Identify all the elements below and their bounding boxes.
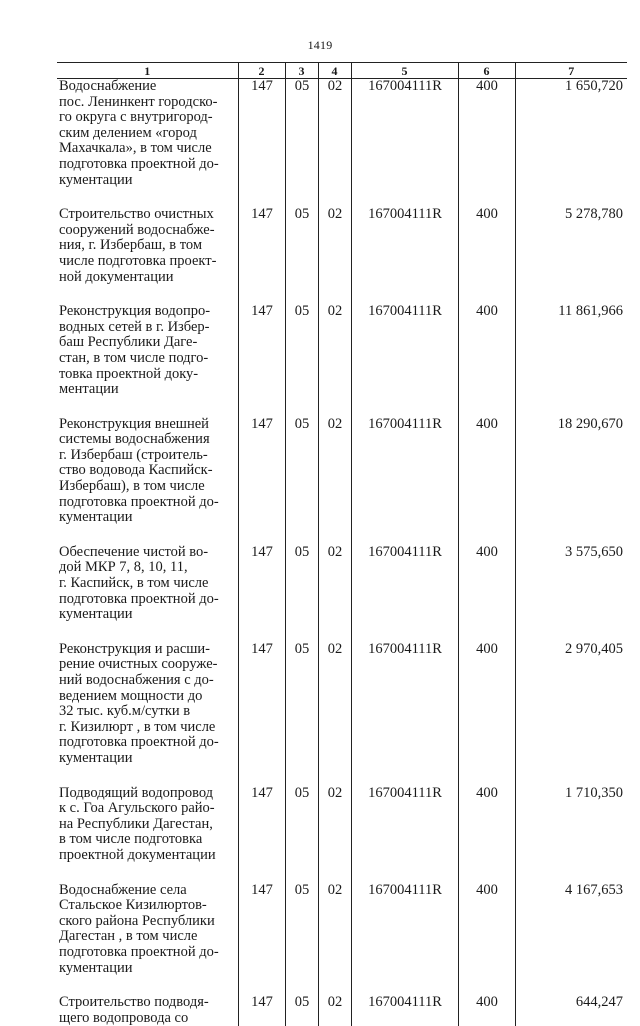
code-section: 05 (285, 883, 318, 996)
item-name-line: г. Избербаш (строитель- (59, 448, 236, 464)
item-name-line: Строительство подводя- (59, 995, 236, 1011)
column-header: 7 (515, 63, 627, 79)
item-name-line: ментации (59, 382, 236, 398)
code-subsection: 02 (318, 207, 351, 304)
item-name-line: кументации (59, 751, 236, 767)
item-name-line: в том числе подготовка (59, 832, 236, 848)
item-name-line: кументации (59, 173, 236, 189)
code-target-article: 167004111R (351, 995, 458, 1026)
code-expense-type: 400 (458, 883, 515, 996)
table-body (57, 79, 627, 1026)
code-subsection: 02 (318, 786, 351, 883)
item-name (57, 417, 238, 545)
item-name-line: на Республики Дагестан, (59, 817, 236, 833)
item-name-line: системы водоснабжения (59, 432, 236, 448)
item-name (57, 207, 238, 304)
item-name-line: подготовка проектной до- (59, 495, 236, 511)
code-section: 05 (285, 417, 318, 545)
code-section: 05 (285, 304, 318, 417)
code-target-article: 167004111R (351, 883, 458, 996)
item-name-line: подготовка проектной до- (59, 945, 236, 961)
code-subsection: 02 (318, 642, 351, 786)
column-header: 4 (318, 63, 351, 79)
code-ministry: 147 (238, 642, 285, 786)
table-row (57, 304, 627, 417)
item-name-line: дой МКР 7, 8, 10, 11, (59, 560, 236, 576)
item-name-line: Строительство очистных (59, 207, 236, 223)
code-target-article: 167004111R (351, 79, 458, 208)
item-name-line: Реконструкция и расши- (59, 642, 236, 658)
table-row (57, 786, 627, 883)
code-target-article: 167004111R (351, 304, 458, 417)
code-section: 05 (285, 545, 318, 642)
table-row (57, 545, 627, 642)
item-name-line: г. Каспийск, в том числе (59, 576, 236, 592)
code-expense-type: 400 (458, 79, 515, 208)
item-name-line: числе подготовка проект- (59, 254, 236, 270)
item-name-line: Реконструкция водопро- (59, 304, 236, 320)
item-name-line: Водоснабжение (59, 79, 236, 95)
item-name (57, 545, 238, 642)
code-expense-type: 400 (458, 207, 515, 304)
code-expense-type: 400 (458, 417, 515, 545)
item-name (57, 995, 238, 1026)
item-name-line: го округа с внутригород- (59, 110, 236, 126)
column-header: 3 (285, 63, 318, 79)
table-row (57, 883, 627, 996)
code-ministry: 147 (238, 786, 285, 883)
item-name-line: ведением мощности до (59, 689, 236, 705)
code-target-article: 167004111R (351, 417, 458, 545)
code-ministry: 147 (238, 883, 285, 996)
item-name-line: ний водоснабжения с до- (59, 673, 236, 689)
amount: 4 167,653 (515, 883, 627, 996)
code-ministry: 147 (238, 207, 285, 304)
item-name-line: 32 тыс. куб.м/сутки в (59, 704, 236, 720)
amount: 644,247 (515, 995, 627, 1026)
item-name-line: баш Республики Даге- (59, 335, 236, 351)
column-header: 6 (458, 63, 515, 79)
code-ministry: 147 (238, 545, 285, 642)
table-row (57, 207, 627, 304)
amount: 5 278,780 (515, 207, 627, 304)
code-ministry: 147 (238, 417, 285, 545)
code-section: 05 (285, 642, 318, 786)
item-name-line: Махачкала», в том числе (59, 141, 236, 157)
code-expense-type: 400 (458, 786, 515, 883)
budget-table (57, 62, 627, 1026)
item-name-line: водных сетей в г. Избер- (59, 320, 236, 336)
item-name-line: подготовка проектной до- (59, 592, 236, 608)
item-name-line: Подводящий водопровод (59, 786, 236, 802)
amount: 3 575,650 (515, 545, 627, 642)
code-expense-type: 400 (458, 545, 515, 642)
item-name-line: кументации (59, 961, 236, 977)
item-name-line: ния, г. Избербаш, в том (59, 238, 236, 254)
item-name-line: рение очистных сооруже- (59, 657, 236, 673)
code-subsection: 02 (318, 545, 351, 642)
amount: 1 650,720 (515, 79, 627, 208)
item-name-line: Стальское Кизилюртов- (59, 898, 236, 914)
amount: 18 290,670 (515, 417, 627, 545)
item-name-line: стан, в том числе подго- (59, 351, 236, 367)
table-row (57, 995, 627, 1026)
code-section: 05 (285, 79, 318, 208)
item-name-line: ского района Республики (59, 914, 236, 930)
item-name-line: Водоснабжение села (59, 883, 236, 899)
item-name (57, 304, 238, 417)
item-name-line: щего водопровода со (59, 1011, 236, 1026)
amount: 2 970,405 (515, 642, 627, 786)
code-target-article: 167004111R (351, 786, 458, 883)
table-row (57, 79, 627, 208)
table-row (57, 417, 627, 545)
code-target-article: 167004111R (351, 207, 458, 304)
table-header-row (57, 63, 627, 79)
item-name-line: ство водовода Каспийск- (59, 463, 236, 479)
column-header: 2 (238, 63, 285, 79)
code-subsection: 02 (318, 79, 351, 208)
item-name-line: подготовка проектной до- (59, 735, 236, 751)
item-name-line: кументации (59, 510, 236, 526)
amount: 11 861,966 (515, 304, 627, 417)
item-name-line: г. Кизилюрт , в том числе (59, 720, 236, 736)
table-row (57, 642, 627, 786)
item-name (57, 786, 238, 883)
amount: 1 710,350 (515, 786, 627, 883)
item-name-line: Дагестан , в том числе (59, 929, 236, 945)
code-subsection: 02 (318, 883, 351, 996)
item-name-line: Избербаш), в том числе (59, 479, 236, 495)
item-name-line: сооружений водоснабже- (59, 223, 236, 239)
item-name-line: кументации (59, 607, 236, 623)
page-number: 1419 (0, 38, 640, 53)
column-header: 5 (351, 63, 458, 79)
item-name-line: Обеспечение чистой во- (59, 545, 236, 561)
code-section: 05 (285, 995, 318, 1026)
item-name (57, 642, 238, 786)
item-name-line: к с. Гоа Агульского райо- (59, 801, 236, 817)
code-section: 05 (285, 207, 318, 304)
item-name-line: Реконструкция внешней (59, 417, 236, 433)
code-expense-type: 400 (458, 304, 515, 417)
code-ministry: 147 (238, 79, 285, 208)
code-expense-type: 400 (458, 995, 515, 1026)
item-name (57, 79, 238, 208)
code-expense-type: 400 (458, 642, 515, 786)
item-name-line: ским делением «город (59, 126, 236, 142)
column-header: 1 (57, 63, 238, 79)
code-target-article: 167004111R (351, 545, 458, 642)
item-name-line: товка проектной доку- (59, 367, 236, 383)
code-ministry: 147 (238, 995, 285, 1026)
code-section: 05 (285, 786, 318, 883)
code-target-article: 167004111R (351, 642, 458, 786)
code-subsection: 02 (318, 995, 351, 1026)
code-ministry: 147 (238, 304, 285, 417)
item-name-line: проектной документации (59, 848, 236, 864)
item-name (57, 883, 238, 996)
code-subsection: 02 (318, 417, 351, 545)
item-name-line: ной документации (59, 270, 236, 286)
item-name-line: пос. Ленинкент городско- (59, 95, 236, 111)
item-name-line: подготовка проектной до- (59, 157, 236, 173)
code-subsection: 02 (318, 304, 351, 417)
